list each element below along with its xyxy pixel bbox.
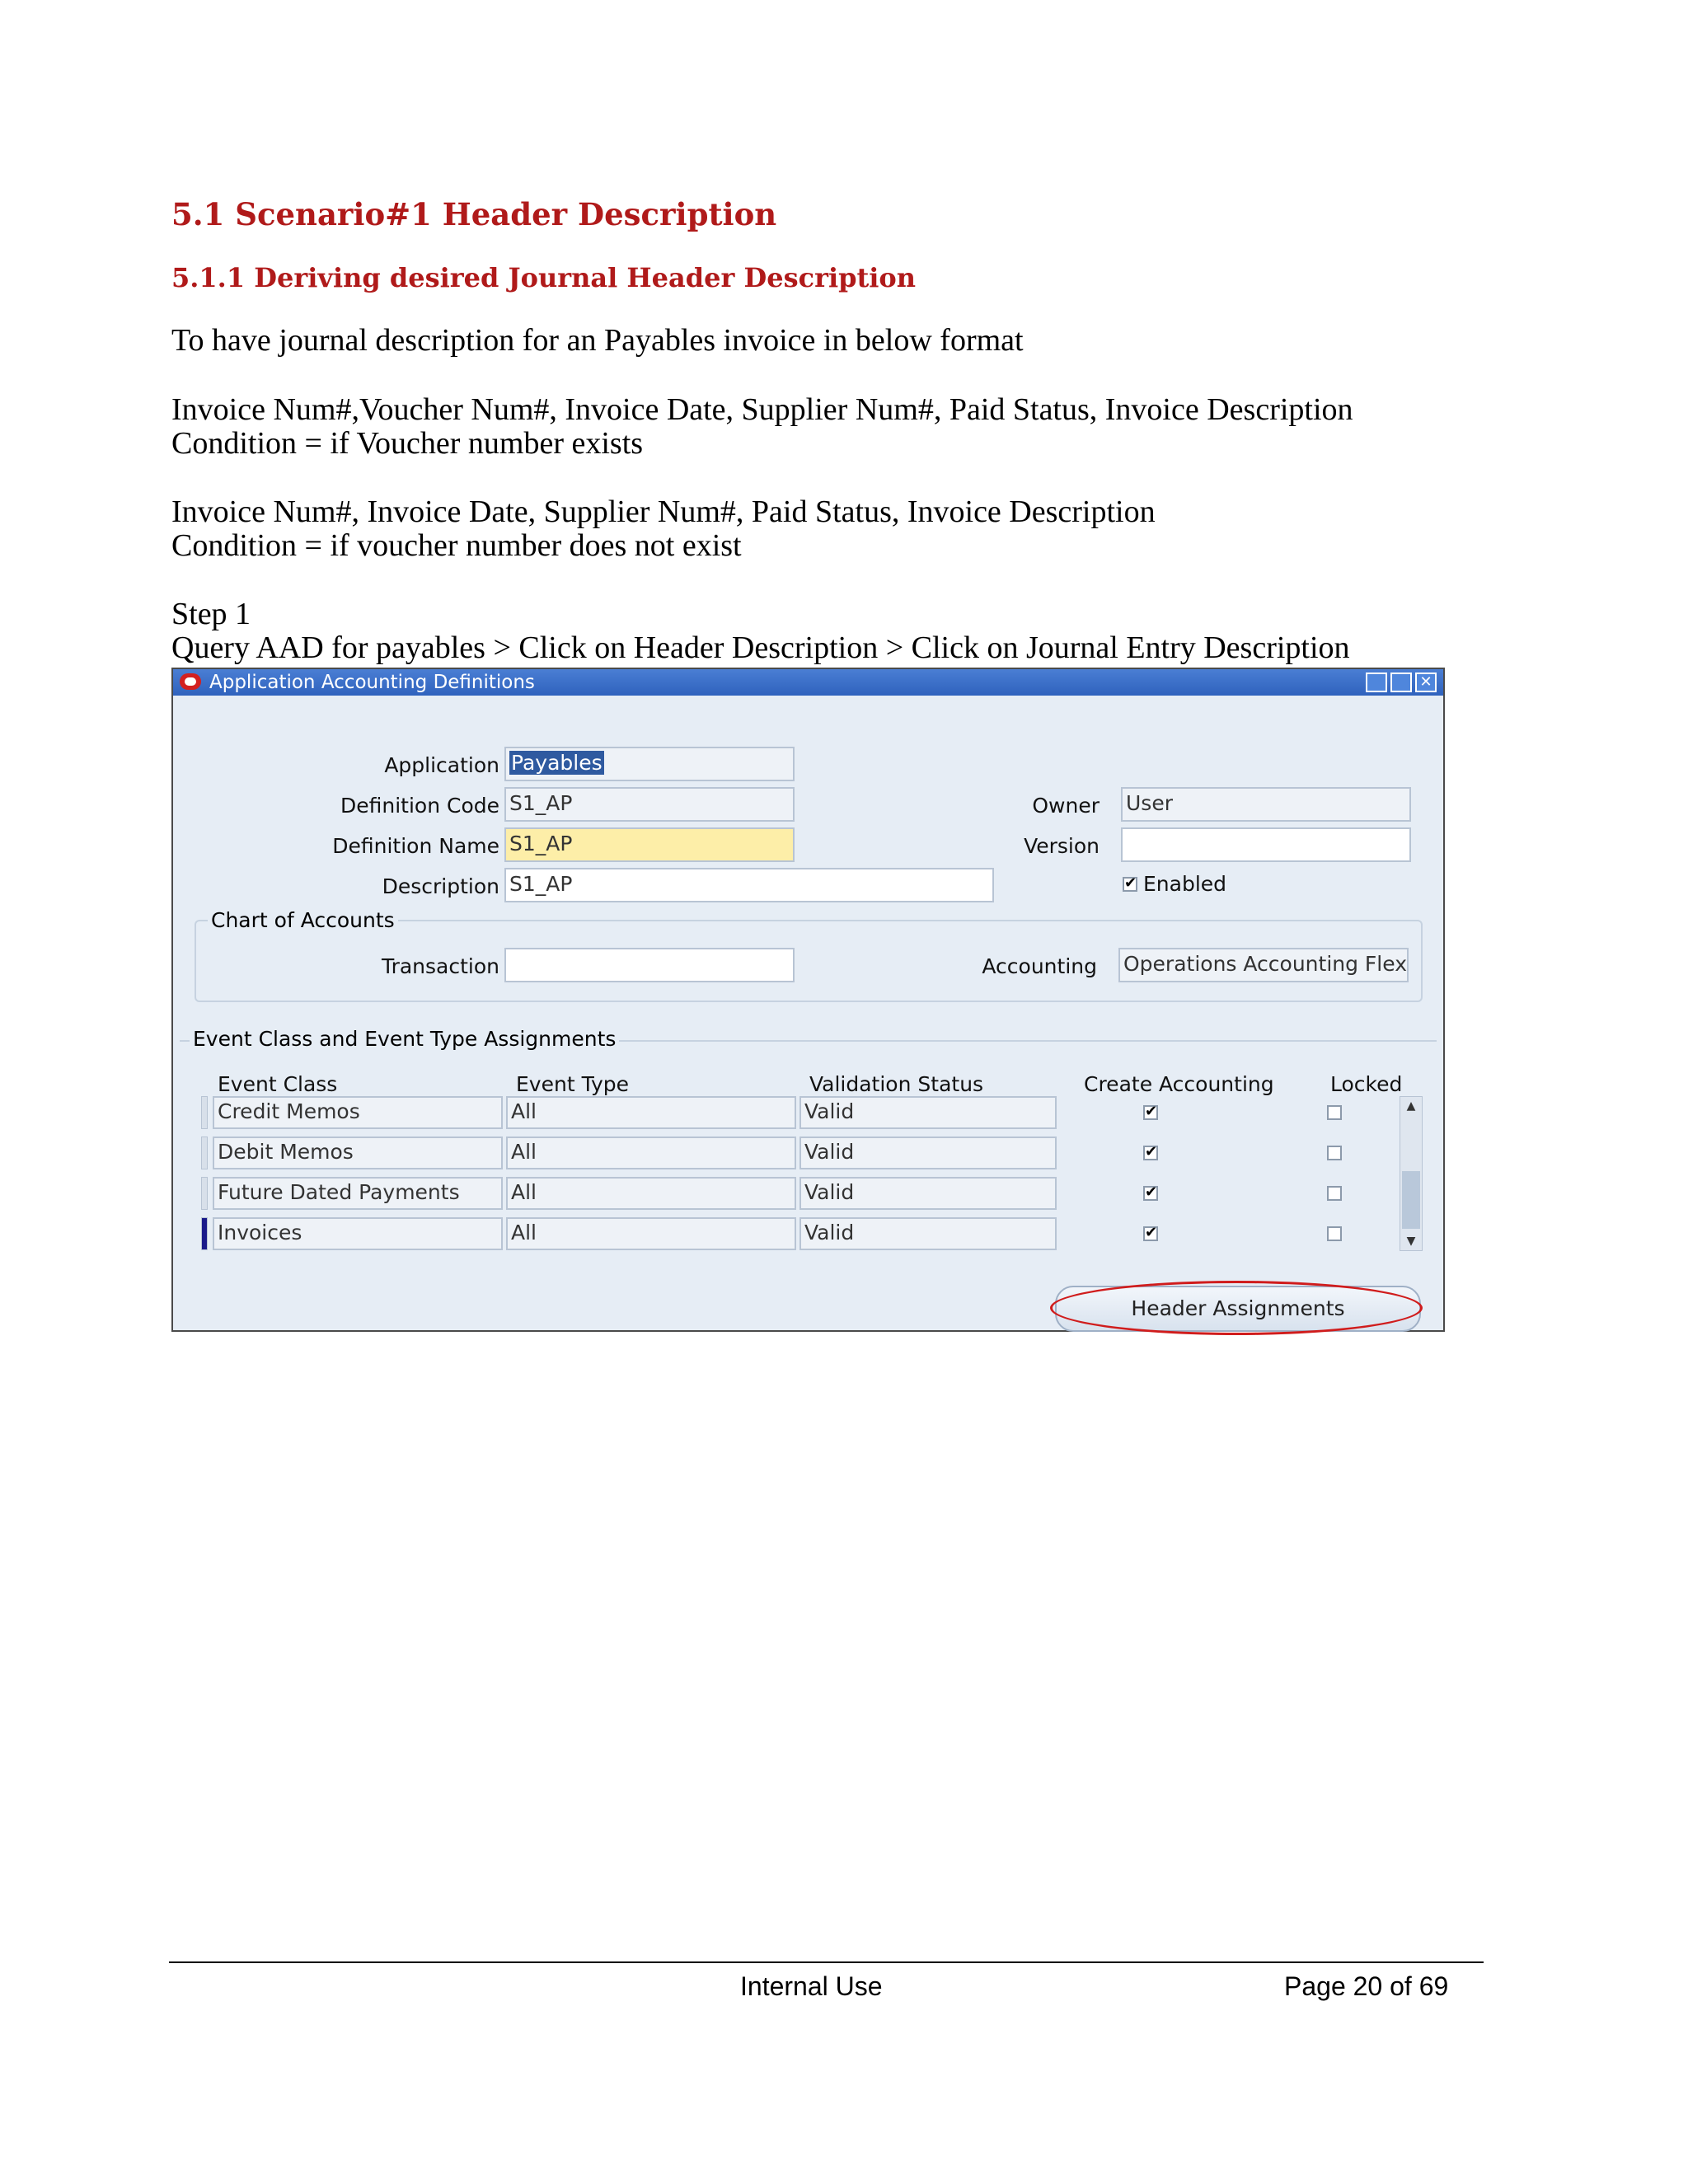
event-class-cell[interactable]: Credit Memos: [213, 1096, 503, 1129]
validation-status-cell[interactable]: Valid: [799, 1137, 1057, 1169]
application-label: Application: [384, 753, 499, 777]
format-1: Invoice Num#,Voucher Num#, Invoice Date, Supplier Num#, Paid Status, Invoice Description: [171, 392, 1353, 427]
definition-code-field[interactable]: S1_AP: [504, 787, 795, 822]
event-type-cell[interactable]: All: [506, 1217, 796, 1250]
scroll-down-icon[interactable]: ▼: [1406, 1235, 1416, 1248]
step-instruction: Query AAD for payables > Click on Header Description > Click on Journal Entry Description: [171, 630, 1350, 665]
format-2: Invoice Num#, Invoice Date, Supplier Num#, Paid Status, Invoice Description: [171, 494, 1156, 529]
validation-status-cell[interactable]: Valid: [799, 1096, 1057, 1129]
chart-of-accounts-label: Chart of Accounts: [208, 908, 398, 932]
locked-checkbox[interactable]: [1327, 1105, 1342, 1120]
footer-center: Internal Use: [740, 1971, 883, 2001]
transaction-field[interactable]: [504, 948, 795, 982]
definition-code-label: Definition Code: [340, 794, 499, 818]
col-event-type: Event Type: [516, 1072, 629, 1096]
col-create-accounting: Create Accounting: [1084, 1072, 1274, 1096]
header-assignments-button[interactable]: Header Assignments: [1055, 1286, 1421, 1332]
locked-checkbox[interactable]: [1327, 1146, 1342, 1160]
locked-checkbox[interactable]: [1327, 1186, 1342, 1201]
scroll-thumb[interactable]: [1402, 1171, 1420, 1229]
col-event-class: Event Class: [218, 1072, 338, 1096]
row-indicator[interactable]: [201, 1096, 208, 1129]
aad-window: [171, 668, 1445, 1332]
create-accounting-checkbox[interactable]: [1143, 1186, 1158, 1201]
maximize-icon[interactable]: [1390, 673, 1412, 692]
page-number: Page 20 of 69: [1284, 1971, 1449, 2001]
window-panel: [173, 696, 1443, 1330]
description-field[interactable]: S1_AP: [504, 868, 994, 902]
step-label: Step 1: [171, 597, 251, 631]
subsection-heading: 5.1.1 Deriving desired Journal Header Description: [171, 262, 917, 293]
highlight-ellipse: [1050, 1281, 1423, 1335]
scroll-up-icon[interactable]: ▲: [1406, 1099, 1416, 1113]
event-type-cell[interactable]: All: [506, 1177, 796, 1210]
window-titlebar: [173, 669, 1443, 696]
version-label: Version: [1024, 834, 1100, 858]
event-type-cell[interactable]: All: [506, 1137, 796, 1169]
col-locked: Locked: [1330, 1072, 1403, 1096]
validation-status-cell[interactable]: Valid: [799, 1177, 1057, 1210]
event-class-cell[interactable]: Future Dated Payments: [213, 1177, 503, 1210]
create-accounting-checkbox[interactable]: [1143, 1105, 1158, 1120]
intro-paragraph: To have journal description for an Payables invoice in below format: [171, 323, 1024, 358]
owner-field[interactable]: User: [1121, 787, 1411, 822]
oracle-logo-icon: [180, 673, 201, 690]
row-indicator-current[interactable]: [201, 1217, 208, 1250]
event-assignments-label: Event Class and Event Type Assignments: [190, 1027, 619, 1051]
minimize-icon[interactable]: [1366, 673, 1387, 692]
create-accounting-checkbox[interactable]: [1143, 1226, 1158, 1241]
validation-status-cell[interactable]: Valid: [799, 1217, 1057, 1250]
condition-2: Condition = if voucher number does not exist: [171, 528, 742, 563]
event-type-cell[interactable]: All: [506, 1096, 796, 1129]
owner-label: Owner: [1032, 794, 1100, 818]
description-label: Description: [382, 874, 499, 898]
application-field[interactable]: Payables: [504, 747, 795, 781]
event-class-cell[interactable]: Invoices: [213, 1217, 503, 1250]
section-heading: 5.1 Scenario#1 Header Description: [171, 196, 777, 232]
row-indicator[interactable]: [201, 1137, 208, 1169]
rows-scrollbar[interactable]: [1400, 1096, 1423, 1251]
enabled-label: Enabled: [1143, 872, 1227, 896]
window-title: Application Accounting Definitions: [209, 672, 535, 693]
definition-name-field[interactable]: S1_AP: [504, 827, 795, 862]
create-accounting-checkbox[interactable]: [1143, 1146, 1158, 1160]
accounting-label: Accounting: [982, 954, 1097, 978]
enabled-checkbox[interactable]: [1123, 877, 1137, 892]
definition-name-label: Definition Name: [332, 834, 499, 858]
footer-rule: [169, 1961, 1484, 1963]
locked-checkbox[interactable]: [1327, 1226, 1342, 1241]
col-validation-status: Validation Status: [809, 1072, 984, 1096]
accounting-field[interactable]: Operations Accounting Flex: [1118, 948, 1409, 982]
event-class-cell[interactable]: Debit Memos: [213, 1137, 503, 1169]
condition-1: Condition = if Voucher number exists: [171, 426, 644, 461]
close-icon[interactable]: ✕: [1415, 673, 1437, 692]
transaction-label: Transaction: [381, 954, 499, 978]
row-indicator[interactable]: [201, 1177, 208, 1210]
version-field[interactable]: [1121, 827, 1411, 862]
